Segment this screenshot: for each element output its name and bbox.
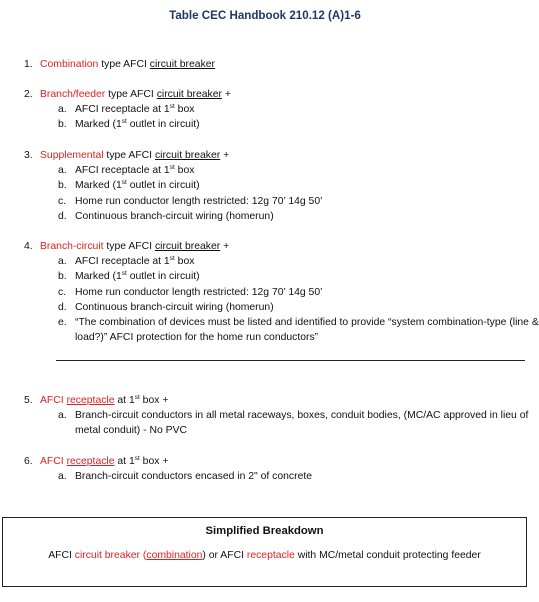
item-number: 3. <box>24 150 33 161</box>
sub-letter: c. <box>58 286 67 298</box>
superscript: st <box>121 118 127 126</box>
superscript: st <box>134 455 140 462</box>
sub-letter: b. <box>58 271 67 283</box>
superscript: st <box>121 179 127 187</box>
afci-type-label: Branch-circuit <box>40 241 104 252</box>
afci-type-label: Branch/feeder <box>40 89 106 100</box>
sub-item <box>24 178 524 193</box>
item-text: box + <box>139 395 169 406</box>
summary-segment: AFCI <box>48 550 75 561</box>
item-tail: + <box>221 89 231 100</box>
sub-text: Branch-circuit conductors in all metal raceways, boxes, conduit bodies, (MC/AC approved in lieu of metal conduit) - No PVC <box>75 410 529 437</box>
sub-text: Home run conductor length restricted: 12g 70’ 14g 50’ <box>75 286 323 298</box>
sub-letter: a. <box>58 104 67 116</box>
item-text: type AFCI <box>98 59 150 70</box>
sub-item <box>24 315 539 345</box>
item-tail: + <box>220 241 230 252</box>
sub-letter: e. <box>58 316 67 328</box>
list-item-4 <box>24 239 539 345</box>
sub-text: box <box>174 104 195 116</box>
item-text: type AFCI <box>105 89 157 100</box>
item-text: at 1 <box>114 456 135 467</box>
sub-text: AFCI receptacle at 1 <box>75 104 170 116</box>
sub-item <box>24 163 524 178</box>
item-number: 1. <box>24 59 33 70</box>
circuit-breaker-text: circuit breaker <box>154 150 221 161</box>
circuit-breaker-text: circuit breaker <box>156 89 222 100</box>
sub-item <box>24 117 524 132</box>
sub-letter: d. <box>58 210 67 222</box>
summary-text <box>3 550 526 561</box>
sub-text: Continuous branch-circuit wiring (homerun) <box>75 301 274 313</box>
item-number: 4. <box>24 241 33 252</box>
receptacle-label: receptacle <box>66 456 115 467</box>
sub-letter: a. <box>58 165 67 177</box>
item-text: box + <box>139 456 169 467</box>
summary-segment: with MC/metal conduit protecting feeder <box>294 550 481 561</box>
summary-circuit-breaker: circuit breaker <box>74 550 141 561</box>
sub-text: AFCI receptacle at 1 <box>75 256 170 268</box>
sub-letter: a. <box>58 256 67 268</box>
summary-combination: combination <box>146 550 203 561</box>
sub-text: outlet in circuit) <box>126 271 200 283</box>
superscript: st <box>169 103 175 111</box>
sub-item <box>24 209 524 224</box>
summary-receptacle: receptacle <box>246 550 295 561</box>
item-number: 2. <box>24 89 33 100</box>
afci-type-label: Supplemental <box>40 150 104 161</box>
sub-item <box>24 469 524 484</box>
sub-letter: b. <box>58 180 67 192</box>
item-text: type AFCI <box>103 241 155 252</box>
sub-letter: a. <box>58 471 67 483</box>
sub-letter: b. <box>58 119 67 131</box>
sub-letter: c. <box>58 195 67 207</box>
sub-text: Home run conductor length restricted: 12g 70’ 14g 50’ <box>75 195 323 207</box>
circuit-breaker-text: circuit breaker <box>149 59 216 70</box>
sub-item <box>24 254 524 269</box>
divider <box>56 360 525 361</box>
sub-item <box>24 300 524 315</box>
sub-item <box>24 408 539 438</box>
afci-label: AFCI <box>40 395 67 406</box>
sub-text: outlet in circuit) <box>126 180 200 192</box>
sub-text: “The combination of devices must be listed and identified to provide “system combination-type (line & load?)” AFCI protection for the home run conductors” <box>75 316 539 344</box>
sub-text: AFCI receptacle at 1 <box>75 165 170 177</box>
sub-text: Marked (1 <box>75 180 122 192</box>
list-item-6 <box>24 454 524 484</box>
sub-text: Marked (1 <box>75 271 122 283</box>
summary-segment: ) or AFCI <box>202 550 247 561</box>
superscript: st <box>169 164 175 172</box>
item-tail: + <box>220 150 230 161</box>
circuit-breaker-text: circuit breaker <box>154 241 221 252</box>
item-text: at 1 <box>114 395 135 406</box>
afci-type-label: Combination <box>40 59 99 70</box>
sub-item <box>24 269 524 284</box>
list-item-3 <box>24 148 524 224</box>
superscript: st <box>121 270 127 278</box>
sub-item <box>24 194 524 209</box>
summary-segment: ( <box>140 550 147 561</box>
sub-text: box <box>174 256 195 268</box>
item-number: 5. <box>24 395 33 406</box>
sub-text: Continuous branch-circuit wiring (homerun) <box>75 210 274 222</box>
summary-title: Simplified Breakdown <box>205 525 324 537</box>
afci-label: AFCI <box>40 456 67 467</box>
superscript: st <box>134 394 140 401</box>
list-item-1 <box>24 57 524 72</box>
sub-text: outlet in circuit) <box>126 119 200 131</box>
sub-letter: a. <box>58 410 67 422</box>
list-item-5 <box>24 393 529 439</box>
receptacle-label: receptacle <box>66 395 115 406</box>
superscript: st <box>169 255 175 263</box>
sub-item <box>24 102 524 117</box>
item-text: type AFCI <box>103 150 155 161</box>
sub-text: box <box>174 165 195 177</box>
sub-letter: d. <box>58 301 67 313</box>
sub-text: Branch-circuit conductors encased in 2" of concrete <box>75 471 313 483</box>
page-title: Table CEC Handbook 210.12 (A)1-6 <box>169 9 361 22</box>
sub-text: Marked (1 <box>75 119 122 131</box>
list-item-2 <box>24 87 524 133</box>
item-number: 6. <box>24 456 33 467</box>
summary-box <box>2 517 527 587</box>
sub-item <box>24 285 524 300</box>
